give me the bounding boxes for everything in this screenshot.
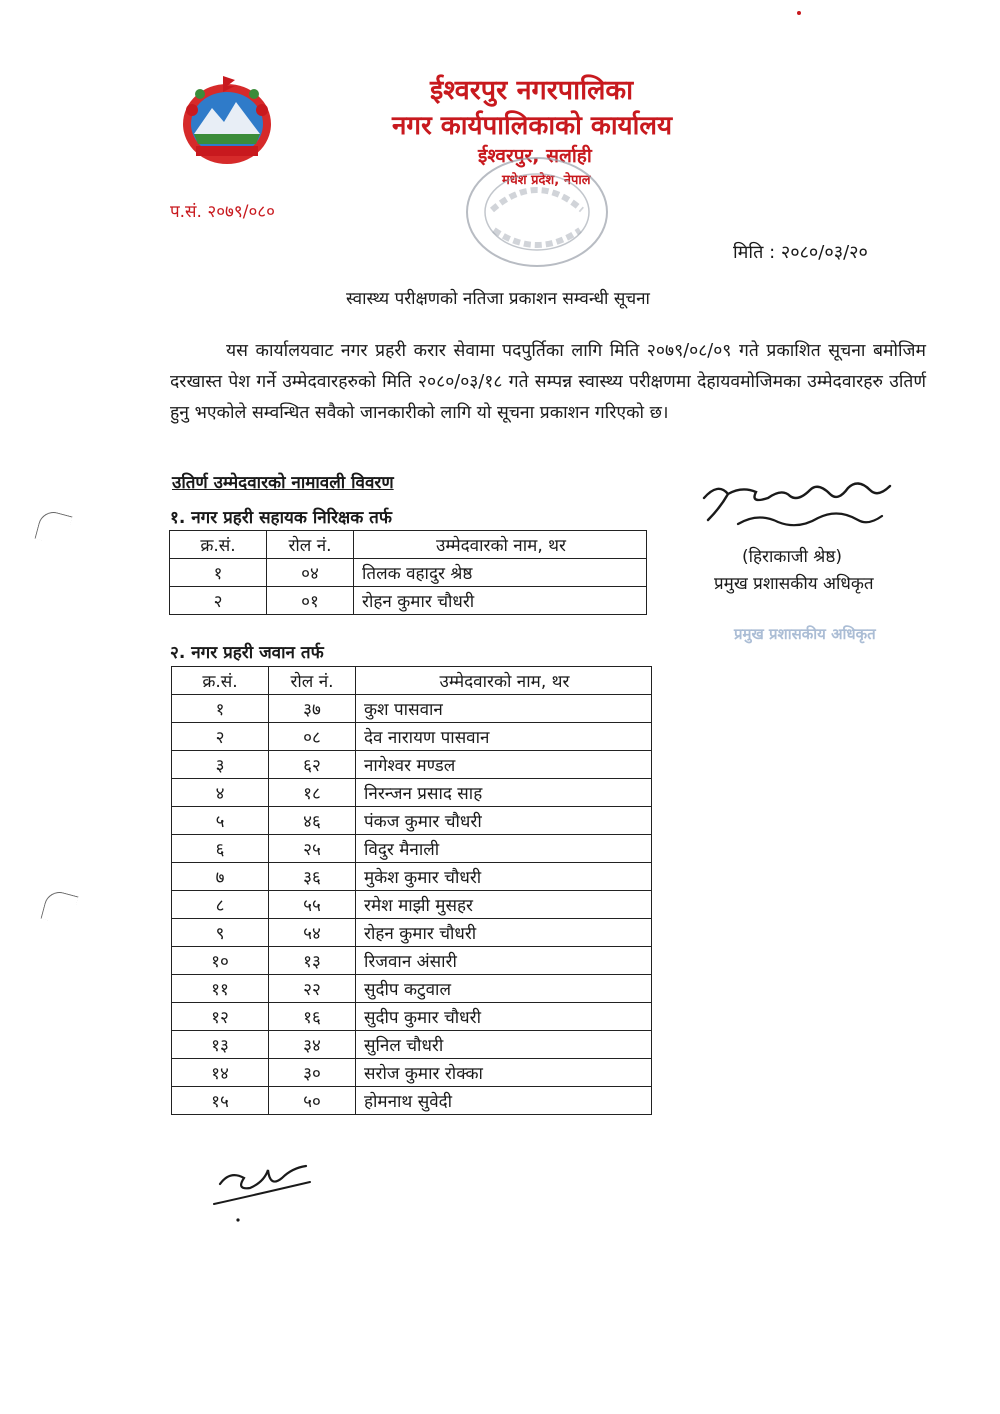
officer-name: (हिराकाजी श्रेष्ठ) [742, 547, 842, 567]
nepal-emblem-icon [172, 72, 282, 172]
cell-sn: ४ [172, 779, 269, 807]
cell-sn: २ [172, 723, 269, 751]
cell-roll: ३६ [269, 863, 356, 891]
column-roll: रोल नं. [267, 531, 354, 559]
section-1-table [169, 530, 647, 615]
cell-roll: ०८ [269, 723, 356, 751]
office-province: मधेश प्रदेश, नेपाल [502, 173, 591, 188]
cell-name: कुश पासवान [356, 695, 652, 723]
column-sn: क्र.सं. [172, 667, 269, 695]
section-2-table [171, 666, 652, 1115]
cell-name: रिजवान अंसारी [356, 947, 652, 975]
cell-roll: १६ [269, 1003, 356, 1031]
office-address: ईश्वरपुर, सर्लाही [478, 145, 592, 167]
cell-roll: २२ [269, 975, 356, 1003]
cell-sn: १ [170, 559, 267, 587]
officer-title: प्रमुख प्रशासकीय अधिकृत [714, 574, 874, 594]
column-sn: क्र.सं. [170, 531, 267, 559]
cell-roll: ५० [269, 1087, 356, 1115]
table-row [172, 1087, 652, 1115]
cell-sn: १० [172, 947, 269, 975]
cell-roll: ६२ [269, 751, 356, 779]
section-1-title: १. नगर प्रहरी सहायक निरिक्षक तर्फ [170, 508, 392, 528]
cell-sn: १५ [172, 1087, 269, 1115]
cell-name: देव नारायण पासवान [356, 723, 652, 751]
cell-roll: ३७ [269, 695, 356, 723]
cell-sn: ३ [172, 751, 269, 779]
cell-sn: ८ [172, 891, 269, 919]
office-subtitle: नगर कार्यपालिकाको कार्यालय [392, 111, 673, 141]
cell-name: पंकज कुमार चौधरी [356, 807, 652, 835]
table-row [172, 751, 652, 779]
cell-sn: ५ [172, 807, 269, 835]
cell-name: सुनिल चौधरी [356, 1031, 652, 1059]
cell-roll: ३४ [269, 1031, 356, 1059]
cell-sn: २ [170, 587, 267, 615]
office-name: ईश्वरपुर नगरपालिका [430, 75, 634, 106]
cell-roll: ४६ [269, 807, 356, 835]
cell-roll: ५५ [269, 891, 356, 919]
cell-name: रोहन कुमार चौधरी [356, 919, 652, 947]
cell-name: विदुर मैनाली [356, 835, 652, 863]
cell-name: तिलक वहादुर श्रेष्ठ [354, 559, 647, 587]
cell-roll: ०४ [267, 559, 354, 587]
cell-name: रमेश माझी मुसहर [356, 891, 652, 919]
table-row [172, 779, 652, 807]
table-header-row [170, 531, 647, 559]
office-stamp-icon [452, 150, 622, 280]
table-row [172, 1031, 652, 1059]
table-row [172, 919, 652, 947]
notice-date: मिति : २०८०/०३/२० [733, 242, 868, 263]
table-row [172, 975, 652, 1003]
table-row [172, 891, 652, 919]
cell-name: नागेश्वर मण्डल [356, 751, 652, 779]
cell-sn: ६ [172, 835, 269, 863]
cell-name: निरन्जन प्रसाद साह [356, 779, 652, 807]
punch-hole-mark [41, 889, 79, 927]
officer-stamp-text: प्रमुख प्रशासकीय अधिकृत [734, 625, 876, 643]
column-name: उम्मेदवारको नाम, थर [356, 667, 652, 695]
cell-sn: १३ [172, 1031, 269, 1059]
column-name: उम्मेदवारको नाम, थर [354, 531, 647, 559]
cell-roll: ०१ [267, 587, 354, 615]
cell-sn: १४ [172, 1059, 269, 1087]
table-row [172, 835, 652, 863]
cell-name: रोहन कुमार चौधरी [354, 587, 647, 615]
table-row [172, 863, 652, 891]
table-header-row [172, 667, 652, 695]
notice-subject: स्वास्थ्य परीक्षणको नतिजा प्रकाशन सम्वन्धी सूचना [346, 289, 650, 309]
cell-roll: २५ [269, 835, 356, 863]
table-row [172, 1059, 652, 1087]
cell-sn: १ [172, 695, 269, 723]
table-row [172, 807, 652, 835]
table-row [172, 723, 652, 751]
section-2-title: २. नगर प्रहरी जवान तर्फ [170, 643, 324, 663]
cell-name: होमनाथ सुवेदी [356, 1087, 652, 1115]
cell-sn: ११ [172, 975, 269, 1003]
cell-name: मुकेश कुमार चौधरी [356, 863, 652, 891]
cell-roll: ३० [269, 1059, 356, 1087]
initial-signature-icon [210, 1148, 320, 1226]
reference-number: प.सं. २०७९/०८० [170, 202, 275, 222]
list-title: उतिर्ण उम्मेदवारको नामावली विवरण [172, 473, 394, 493]
cell-roll: ५४ [269, 919, 356, 947]
notice-body: यस कार्यालयवाट नगर प्रहरी करार सेवामा पदपुर्तिका लागि मिति २०७९/०८/०९ गते प्रकाशित सूचना बमोजिम दरखास्त पेश गर्ने उम्मेदवारहरुको मिति २०८०/०३/१८ गते सम्पन्न स्वास्थ्य परीक्षणमा देहायवमोजिमका उम्मेदवारहरु उतिर्ण हुनु भएकोले सम्वन्धित सवैको जानकारीको लागि यो सूचना प्रकाशन गरिएको छ। [170, 341, 926, 423]
handwritten-signature-icon [698, 468, 898, 540]
cell-name: सरोज कुमार रोक्का [356, 1059, 652, 1087]
table-row [172, 695, 652, 723]
cell-name: सुदीप कटुवाल [356, 975, 652, 1003]
cell-sn: ७ [172, 863, 269, 891]
cell-roll: १८ [269, 779, 356, 807]
table-row [172, 1003, 652, 1031]
column-roll: रोल नं. [269, 667, 356, 695]
cell-roll: १३ [269, 947, 356, 975]
red-mark [797, 11, 801, 15]
table-row [172, 947, 652, 975]
cell-sn: १२ [172, 1003, 269, 1031]
punch-hole-mark [35, 509, 73, 547]
cell-sn: ९ [172, 919, 269, 947]
table-row [170, 587, 647, 615]
cell-name: सुदीप कुमार चौधरी [356, 1003, 652, 1031]
table-row [170, 559, 647, 587]
